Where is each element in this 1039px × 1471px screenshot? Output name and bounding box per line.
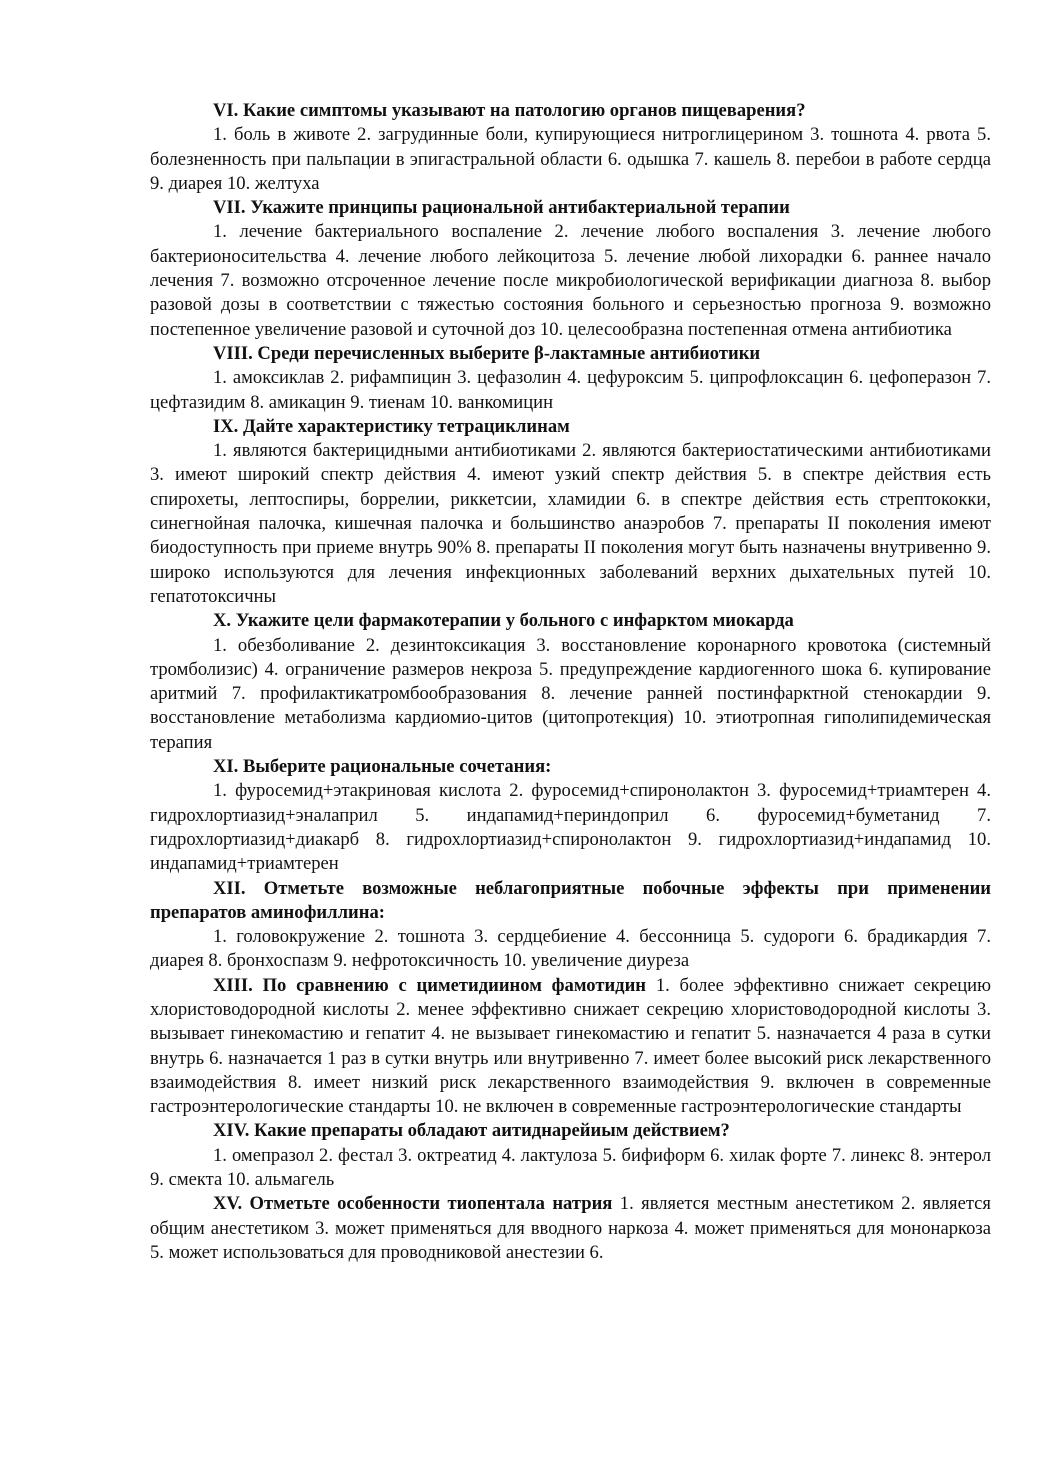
question-heading-ix: IX. Дайте характеристику тетрациклинам — [213, 415, 570, 437]
question-options-xiv: 1. омепразол 2. фестал 3. октреатид 4. лактулоза 5. бифиформ 6. хилак форте 7. линекс 8. энтерол 9. смекта 10. альмагель — [150, 1144, 991, 1191]
question-options-vii: 1. лечение бактериального воспаление 2. лечение любого воспаления 3. лечение любого бактерионосительства 4. лечение любого лейкоцитоза 5. лечение любой лихорадки 6. раннее начало лечения 7. возможно отсроченное лечение после микробиологической верификации диагноза 8. выбор разовой дозы в соответствии с тяжестью состояния больного и серьезностью прогноза 9. возможно постепенное увеличение разовой и суточной доз 10. целесообразна постепенная отмена антибиотика — [150, 221, 991, 340]
question-options-xv: 1. является местным анестетиком 2. является общим анестетиком 3. может применяться для вводного наркоза 4. может применяться для мононаркоза 5. может использоваться для проводниковой анестезии 6. — [150, 1193, 991, 1263]
question-options-xi: 1. фуросемид+этакриновая кислота 2. фуросемид+спиронолактон 3. фуросемид+триамтерен 4. гидрохлортиазид+эналаприл 5. индапамид+периндоприл 6. фуросемид+буметанид 7. гидрохлортиазид+диакарб 8. гидрохлортиазид+спиронолактон 9. гидрохлортиазид+индапамид 10. индапамид+триамтерен — [150, 780, 991, 875]
question-heading-viii: VIII. Среди перечисленных выберите β-лактамные антибиотики — [213, 342, 761, 364]
document-page — [150, 99, 991, 1265]
question-heading-xiii: XIII. По сравнению с циметидиином фамотидин — [213, 974, 646, 996]
question-heading-xii: XII. Отметьте возможные неблагоприятные побочные эффекты при применении препаратов аминофиллина: — [150, 877, 991, 923]
question-heading-xi: XI. Выберите рациональные сочетания: — [213, 756, 552, 778]
question-heading-x: X. Укажите цели фармакотерапии у больного с инфарктом миокарда — [213, 610, 794, 632]
question-heading-vi: VI. Какие симптомы указывают на патологию органов пищеварения? — [213, 100, 806, 121]
question-xv — [150, 1192, 991, 1265]
question-options-ix: 1. являются бактерицидными антибиотиками 2. являются бактериостатическими антибиотиками 3. имеют широкий спектр действия 4. имеют узкий спектр действия 5. в спектре действия есть спирохеты, лептоспиры, боррелии, риккетсии, хламидии 6. в спектре действия есть стрептококки, синегнойная палочка, кишечная палочка и большинство анаэробов 7. препараты II поколения имеют биодоступность при приеме внутрь 90% 8. препараты II поколения могут быть назначены внутривенно 9. широко используются для лечения инфекционных заболеваний верхних дыхательных путей 10. гепатотоксичны — [150, 440, 991, 607]
question-options-vi: 1. боль в животе 2. загрудинные боли, купирующиеся нитроглицерином 3. тошнота 4. рвота 5. болезненность при пальпации в эпигастральной области 6. одышка 7. кашель 8. перебои в работе сердца 9. диарея 10. желтуха — [150, 124, 991, 194]
question-options-xii: 1. головокружение 2. тошнота 3. сердцебиение 4. бессонница 5. судороги 6. брадикардия 7. диарея 8. бронхоспазм 9. нефротоксичность 10. увеличение диуреза — [150, 926, 991, 972]
question-heading-vii: VII. Укажите принципы рациональной антибактериальной терапии — [213, 197, 790, 219]
question-heading-xiv: XIV. Какие препараты обладают аитиднарейиым действием? — [213, 1120, 730, 1142]
question-options-viii: 1. амоксиклав 2. рифампицин 3. цефазолин 4. цефуроксим 5. ципрофлоксацин 6. цефоперазон 7. цефтазидим 8. амикацин 9. тиенам 10. ванкомицин — [150, 367, 991, 413]
question-heading-xv: XV. Отметьте особенности тиопентала натрия — [213, 1193, 613, 1215]
question-options-xiii: 1. более эффективно снижает секрецию хлористоводородной кислоты 2. менее эффективно снижает секрецию хлористоводородной кислоты 3. вызывает гинекомастию и гепатит 4. не вызывает гинекомастию и гепатит 5. назначается 4 раза в сутки внутрь 6. назначается 1 раз в сутки внутрь или внутривенно 7. имеет более высокий риск лекарственного взаимодействия 8. имеет низкий риск лекарственного взаимодействия 9. включен в современные гастроэнтерологические стандарты 10. не включен в современные гастроэнтерологические стандарты — [150, 974, 992, 1118]
question-options-x: 1. обезболивание 2. дезинтоксикация 3. восстановление коронарного кровотока (системный тромболизис) 4. ограничение размеров некроза 5. предупреждение кардиогенного шока 6. купирование аритмий 7. профилактикатромбообразования 8. лечение ранней постинфарктной стенокардии 9. восстановление метаболизма кардиомио-цитов (цитопротекция) 10. этиотропная гиполипидемическая терапия — [150, 634, 991, 753]
question-xiii — [150, 974, 991, 1120]
